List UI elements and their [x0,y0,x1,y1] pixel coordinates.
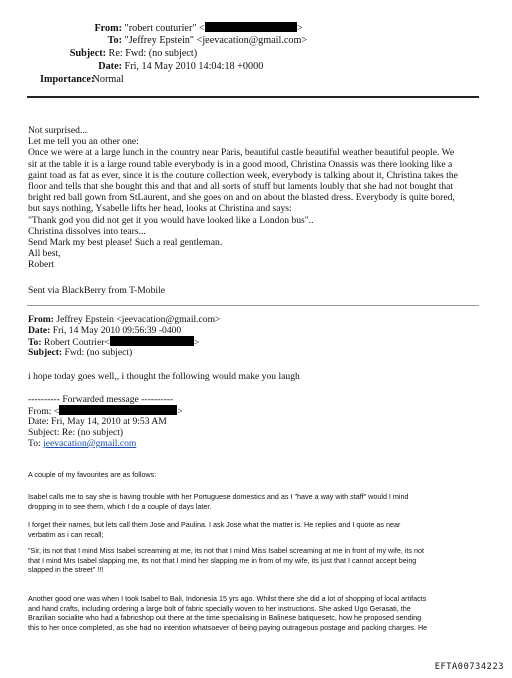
forwarded-to-row [28,438,136,449]
forwarded-line: "Sir, its not that I mind Miss Isabel screaming at me, its not that I mind Miss Isabel screaming at me in front of my wife, its not [28,546,425,555]
quoted-subject-label: Subject: [28,347,63,358]
reply-line: "Thank god you did not get it you would have looked like a London bus".. [28,214,314,226]
quote-divider [27,305,479,306]
forwarded-line: this to her once completed, as she had no intention whatsoever of being paying outrageous postage and packing charges. He [28,622,428,632]
forwarded-date: Date: Fri, May 14, 2010 at 9:53 AM [28,416,167,427]
header-importance-value: Normal [92,74,124,85]
forwarded-from-end: > [177,406,183,417]
quoted-to-value: Robert Coutrier< [43,337,110,348]
redaction-block [205,22,297,32]
header-from-label: From: [94,23,122,34]
forwarded-line: that I mind Mrs Isabel slapping me, its not that I mind her slapping me in from of my wife, its just that I cannot accept being [28,555,417,565]
forwarded-paragraph-2 [28,492,488,511]
forwarded-to-link[interactable]: jeevacation@gmail.com [43,438,137,449]
reply-line: floor and tells that she bought this and that and all sorts of stuff but laments loubly that she had not bought that [28,181,454,193]
header-date-label: Date: [98,61,122,72]
reply-line: bright red ball gown from StLaurent, and she goes on and on about the blasted dress. Everybody is quite bored, [28,192,455,204]
forwarded-line: Another good one was when I took Isabel to Bali, Indonesia 15 yrs ago. Whilst there she did a lot of shopping of local artifacts [28,594,427,603]
header-subject-value: Re: Fwd: (no subject) [108,48,198,59]
reply-line: but says nothing, Ysabelle lifts her head, looks at Christina and says: [28,203,292,215]
forwarded-paragraph-5 [28,594,488,632]
reply-line: Christina dissolves into tears... [28,225,146,237]
header-divider [27,96,479,98]
quoted-to-label: To: [28,337,42,348]
forwarded-line: Isabel calls me to say she is having trouble with her Portuguese domestics and as I "have a way with staff" would I mind [28,492,409,501]
forwarded-date-row [28,416,167,427]
header-subject-row [40,48,197,60]
redaction-block [59,405,177,415]
header-date-value: Fri, 14 May 2010 14:04:18 +0000 [124,61,264,72]
quoted-from-value: Jeffrey Epstein <jeevacation@gmail.com> [56,314,221,325]
forwarded-line: and hand crafts, including ordering a large bolt of fabric specially woven to her instructions. She asked Ugo Gerasati, the [28,603,411,613]
header-from-value-end: > [296,23,303,34]
forwarded-to-label: To: [28,438,44,449]
header-to-row [40,35,307,47]
signature-line: Sent via BlackBerry from T-Mobile [28,285,165,296]
forwarded-paragraph-4 [28,546,488,575]
redaction-block [110,336,194,346]
quoted-from-row [28,314,220,325]
forwarded-divider [28,394,173,405]
reply-line: sit at the table it is a large round table everybody is in a good mood, Christina Onassis was there looking like a [28,158,453,170]
reply-line: Let me tell you an other one: [28,136,139,148]
reply-line: All best, [28,248,61,260]
forwarded-paragraph-1 [28,470,488,480]
forwarded-divider-text: ---------- Forwarded message ---------- [28,394,174,405]
quoted-to-value-end: > [193,337,200,348]
header-importance-label: Importance: [40,74,95,85]
forwarded-line: verbatim as i can recall; [28,529,104,539]
forwarded-subject-row [28,427,123,438]
signature [28,285,483,296]
header-to-label: To: [107,35,122,46]
quoted-subject-value: Fwd: (no subject) [64,347,133,358]
header-from-row [40,22,303,35]
quoted-date-label: Date: [28,325,51,336]
reply-line: Robert [28,259,55,271]
forwarded-line: Brazilian socialite who had a fabricshop out there at the time specialising in Balinese batiquesetc, how he proposed sending [28,613,422,623]
reply-body [28,125,483,271]
quoted-body [28,371,300,382]
quoted-date-value: Fri, 14 May 2010 09:56:39 -0400 [52,325,182,336]
document-id: EFTA00734223 [434,662,504,672]
forwarded-paragraph-3 [28,520,488,539]
forwarded-from: From: < [28,406,60,417]
reply-line: Once we were at a large lunch in the country near Paris, beautiful castle beautiful weather beautiful people. We [28,147,455,159]
quoted-subject-row [28,347,132,358]
forwarded-line: dropping in to see them, which I do a couple of days later. [28,501,212,511]
header-date-row [40,61,263,73]
quoted-body-line: i hope today goes well,, i thought the following would make you laugh [28,371,300,382]
quoted-from-label: From: [28,314,54,325]
forwarded-line: I forget their names, but lets call them Jose and Paulina. I ask Jose what the matter is. He replies and I quote as near [28,520,401,529]
header-subject-label: Subject: [69,48,106,59]
header-from-value: "robert couturier" < [124,23,205,34]
quoted-date-row [28,325,181,336]
header-to-value: "Jeffrey Epstein" <jeevacation@gmail.com> [124,35,308,46]
forwarded-subject: Subject: Re: (no subject) [28,427,124,438]
header-importance-row [40,74,124,86]
reply-line: Not surprised... [28,125,88,136]
reply-line: Send Mark my best please! Such a real gentleman. [28,237,223,249]
forwarded-line: slapped in the street" !!! [28,565,104,575]
forwarded-line: A couple of my favourites are as follows: [28,470,157,479]
reply-line: gaint toad as fat as ever, since it is the couture collection week, everybody is talking about it, Christina takes the [28,169,458,181]
